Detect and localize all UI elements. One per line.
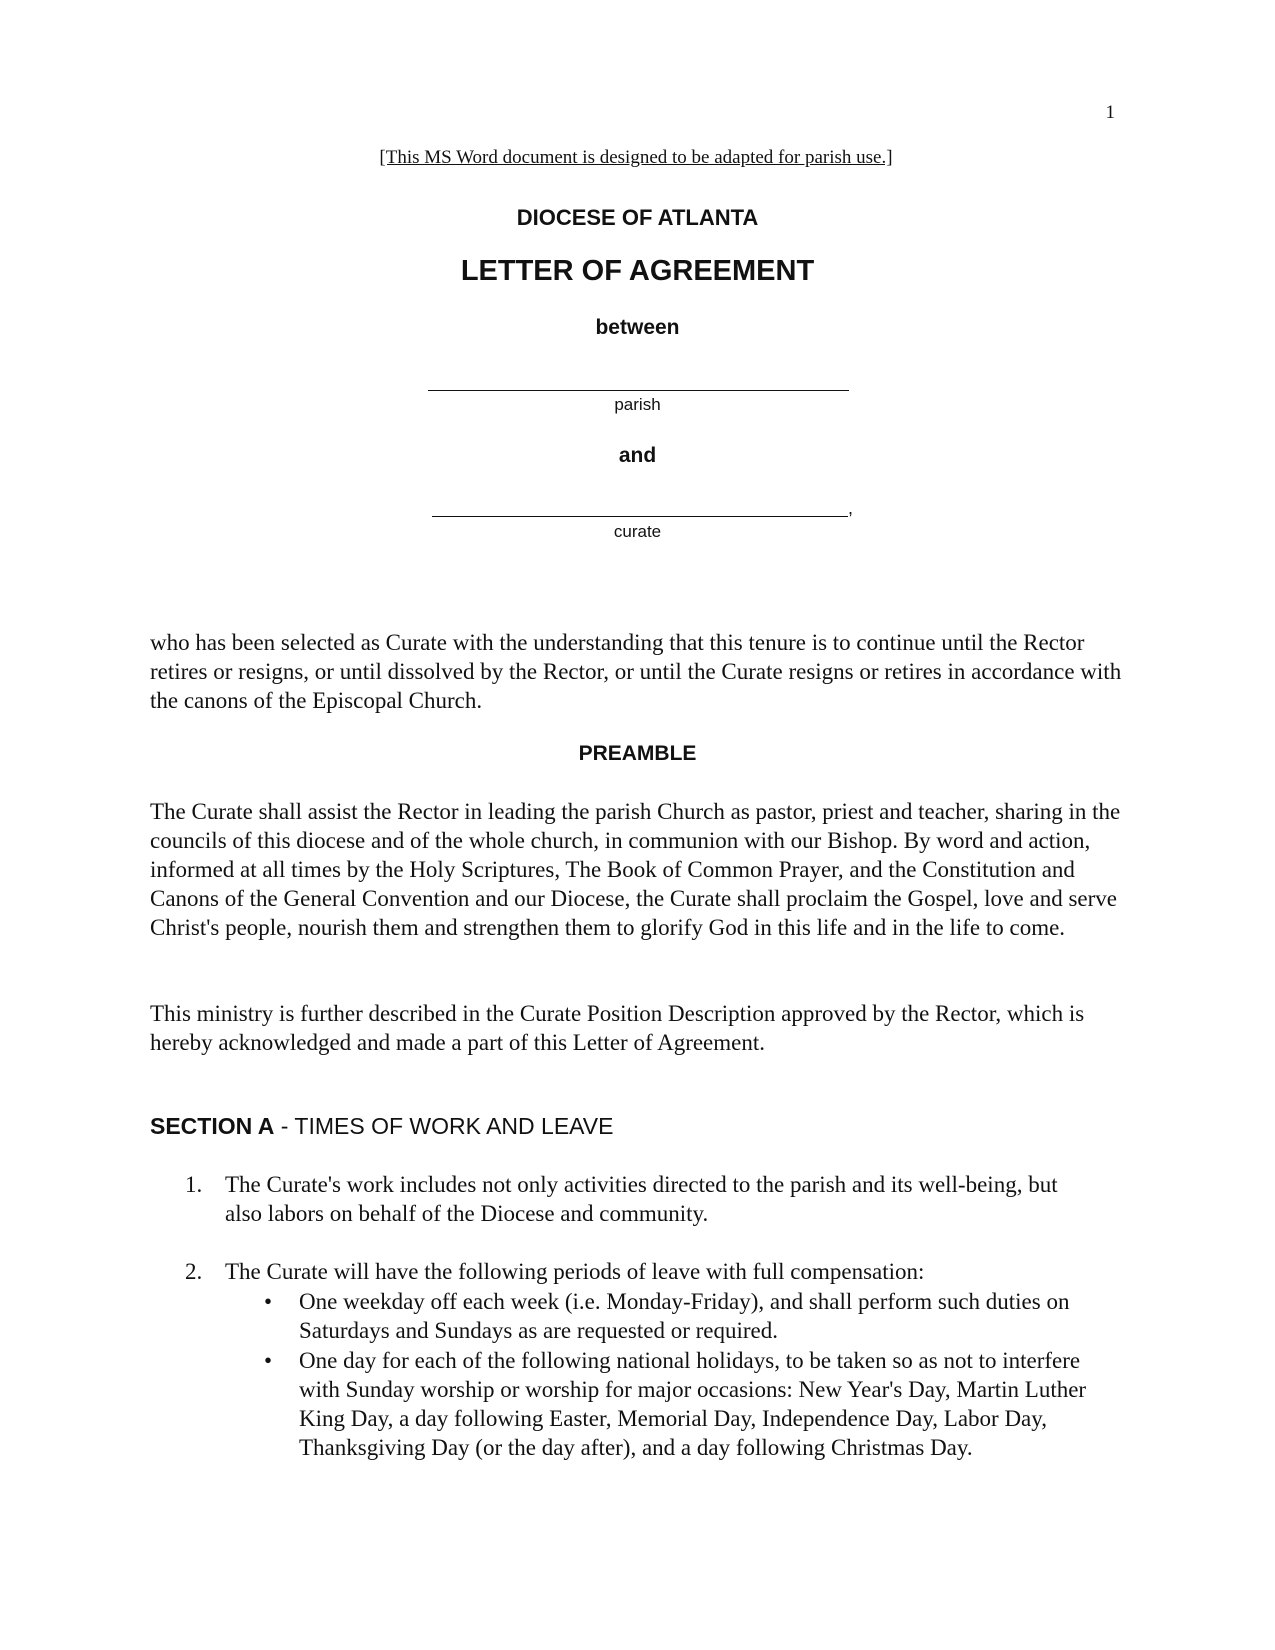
and-label: and <box>618 444 657 467</box>
document-title: LETTER OF AGREEMENT <box>460 255 815 287</box>
list-item-text: The Curate will have the following periods of leave with full compensation: <box>225 1259 925 1284</box>
bullet-text: One weekday off each week (i.e. Monday-Friday), and shall perform such duties on Saturdays and Sundays as are requested or required. <box>299 1289 1070 1343</box>
bullet-icon: • <box>264 1348 273 1373</box>
bullet-text: One day for each of the following national holidays, to be taken so as not to interfere with Sunday worship or worship for major occasions: New Year's Day, Martin Luther King Day, a day following Easter, Memorial Day, Independence Day, Labor Day, Thanksgiving Day (or the day after), and a day following Christmas Day. <box>299 1348 1087 1460</box>
diocese-heading: DIOCESE OF ATLANTA <box>516 205 759 230</box>
curate-blank-line <box>432 516 848 517</box>
list-item-text: The Curate's work includes not only activities directed to the parish and its well-being, but also labors on behalf of the Diocese and community. <box>225 1172 1058 1226</box>
adapt-note: [This MS Word document is designed to be adapted for parish use.] <box>379 147 893 168</box>
list-item <box>185 1170 1085 1230</box>
section-a-title: - TIMES OF WORK AND LEAVE <box>274 1113 614 1139</box>
section-a-heading <box>150 1113 613 1140</box>
bullet-item <box>264 1287 1104 1347</box>
list-item-number: 2. <box>185 1259 203 1284</box>
bullet-icon: • <box>264 1289 273 1314</box>
position-description-paragraph: This ministry is further described in the Curate Position Description approved by the Rector, which is hereby acknowledged and made a part of this Letter of Agreement. <box>150 1001 1085 1055</box>
curate-comma: , <box>848 498 854 518</box>
preamble-heading: PREAMBLE <box>578 742 697 765</box>
curate-label: curate <box>613 522 662 541</box>
preamble-paragraph: The Curate shall assist the Rector in leading the parish Church as pastor, priest and teacher, sharing in the councils of this diocese and of the whole church, in communion with our Bishop. By word and action, informed at all times by the Holy Scriptures, The Book of Common Prayer, and the Constitution and Canons of the General Convention and our Diocese, the Curate shall proclaim the Gospel, love and serve Christ's people, nourish them and strengthen them to glorify God in this life and in the life to come. <box>150 799 1121 940</box>
page-number: 1 <box>1105 102 1115 123</box>
parish-blank-line <box>428 390 849 391</box>
bullet-item <box>264 1346 1104 1496</box>
list-item <box>185 1257 1085 1287</box>
between-label: between <box>595 316 680 339</box>
intro-paragraph: who has been selected as Curate with the understanding that this tenure is to continue until the Rector retires or resigns, or until dissolved by the Rector, or until the Curate resigns or retires in accordance with the canons of the Episcopal Church. <box>150 630 1122 713</box>
parish-label: parish <box>614 395 661 414</box>
list-item-number: 1. <box>185 1172 203 1197</box>
section-a-label: SECTION A <box>150 1113 275 1139</box>
